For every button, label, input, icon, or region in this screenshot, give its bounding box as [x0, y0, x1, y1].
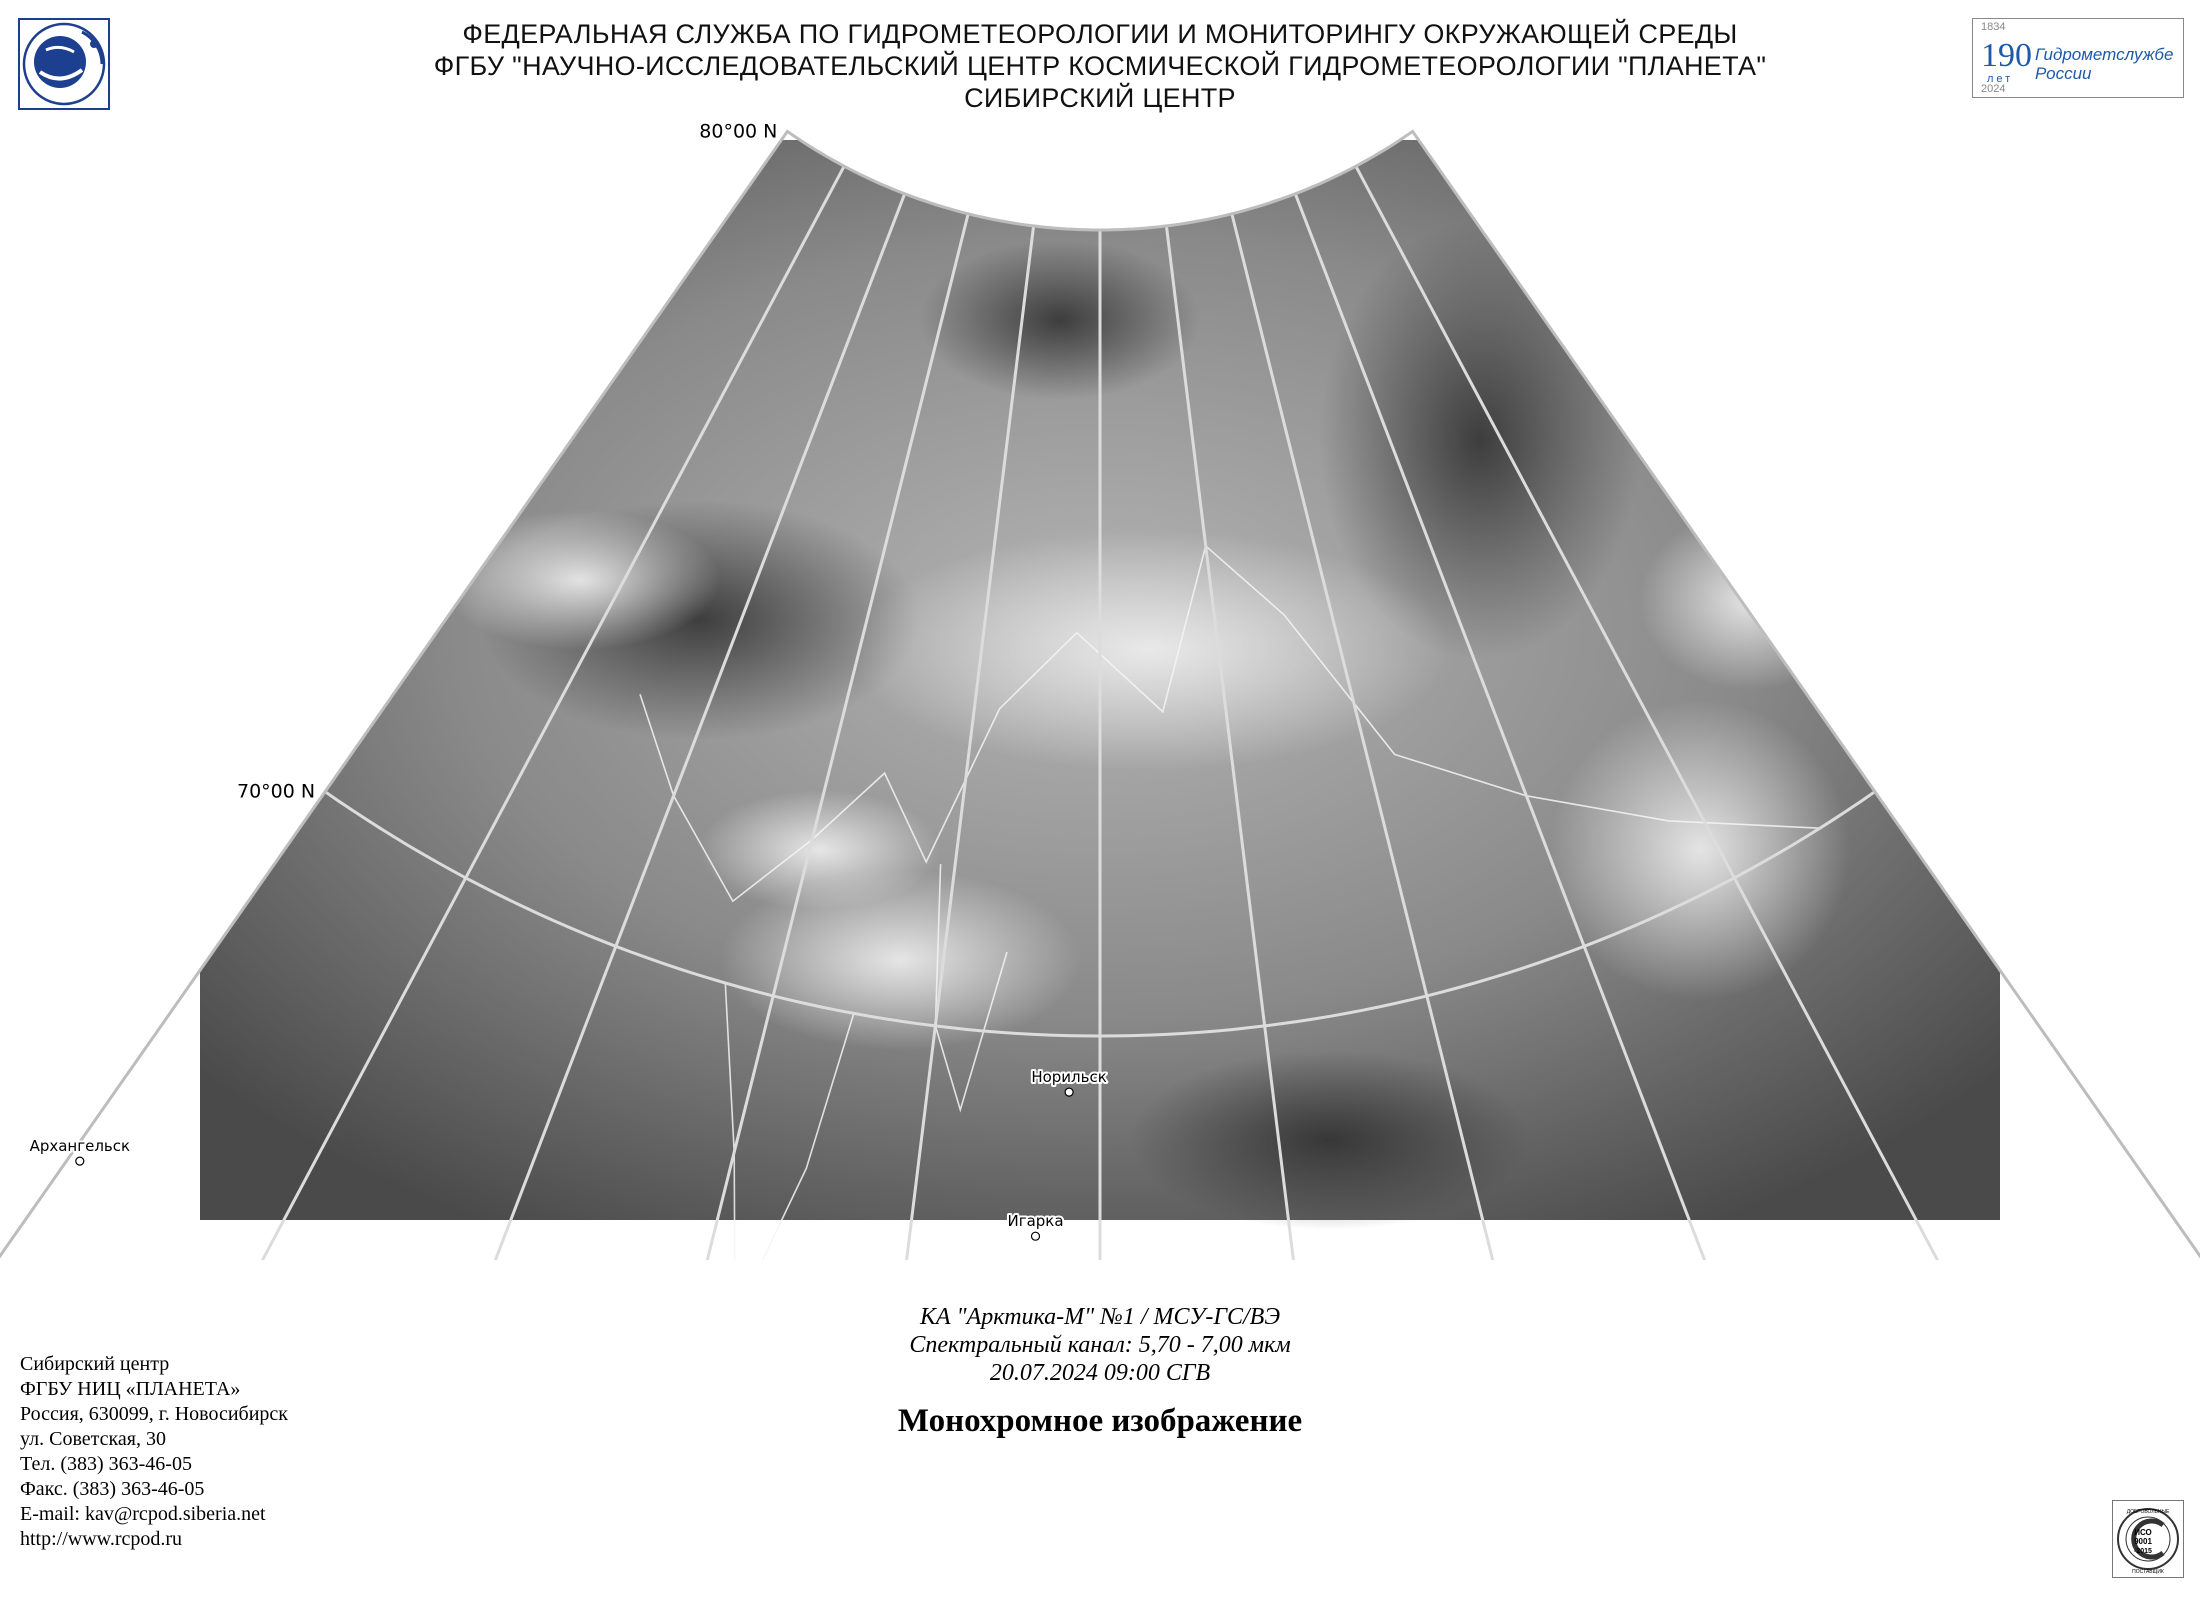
iso-line1: ИСО	[2134, 1528, 2152, 1537]
city-marker	[1032, 1232, 1040, 1240]
contact-fax: Факс. (383) 363-46-05	[20, 1478, 205, 1500]
caption-channel: Спектральный канал: 5,70 - 7,00 мкм	[909, 1332, 1291, 1358]
contact-institute: ФГБУ НИЦ «ПЛАНЕТА»	[20, 1378, 241, 1400]
contact-website[interactable]: http://www.rcpod.ru	[20, 1528, 183, 1550]
city-label: Норильск	[1031, 1068, 1107, 1087]
anniversary-unit: лет	[1987, 73, 2014, 85]
image-caption	[600, 1303, 1600, 1387]
contact-email: E-mail: kav@rcpod.siberia.net	[20, 1503, 266, 1525]
anniversary-text: Гидрометслужбе России	[2035, 45, 2174, 83]
contact-org: Сибирский центр	[20, 1353, 170, 1375]
anniversary-year-end: 2024	[1981, 83, 2006, 95]
contact-phone: Тел. (383) 363-46-05	[20, 1453, 192, 1475]
header-line-center: СИБИРСКИЙ ЦЕНТР	[964, 83, 1236, 113]
iso-line2: 9001	[2134, 1537, 2152, 1546]
caption-datetime: 20.07.2024 09:00 СГВ	[989, 1360, 1211, 1386]
iso-bottom-text: ПОСТАВЩИК	[2132, 1569, 2164, 1575]
city-label: Игарка	[1007, 1212, 1064, 1231]
header-line-institute: ФГБУ "НАУЧНО-ИССЛЕДОВАТЕЛЬСКИЙ ЦЕНТР КОСМИЧЕСКОЙ ГИДРОМЕТЕОРОЛОГИИ "ПЛАНЕТА"	[433, 51, 1767, 81]
header-line-agency: ФЕДЕРАЛЬНАЯ СЛУЖБА ПО ГИДРОМЕТЕОРОЛОГИИ И МОНИТОРИНГУ ОКРУЖАЮЩЕЙ СРЕДЫ	[462, 19, 1738, 49]
anniversary-year-start: 1834	[1981, 21, 2006, 33]
anniversary-number: 190	[1981, 37, 2032, 74]
contact-block	[20, 1352, 288, 1552]
contact-street: ул. Советская, 30	[20, 1428, 166, 1450]
city-marker	[1065, 1088, 1073, 1096]
iso-line3: -2015	[2134, 1548, 2152, 1555]
city-marker	[76, 1157, 84, 1165]
latitude-label: 70°00 N	[236, 780, 316, 803]
contact-city: Россия, 630099, г. Новосибирск	[20, 1403, 289, 1425]
iso-certification-badge	[2112, 1500, 2184, 1578]
image-type-title: Монохромное изображение	[897, 1403, 1303, 1439]
city-label: Архангельск	[29, 1137, 131, 1156]
caption-satellite: КА "Арктика-М" №1 / МСУ-ГС/ВЭ	[919, 1304, 1281, 1330]
iso-top-text: ДОБРОВОЛЬНЫЕ	[2126, 1509, 2170, 1515]
latitude-label: 80°00 N	[699, 120, 778, 143]
